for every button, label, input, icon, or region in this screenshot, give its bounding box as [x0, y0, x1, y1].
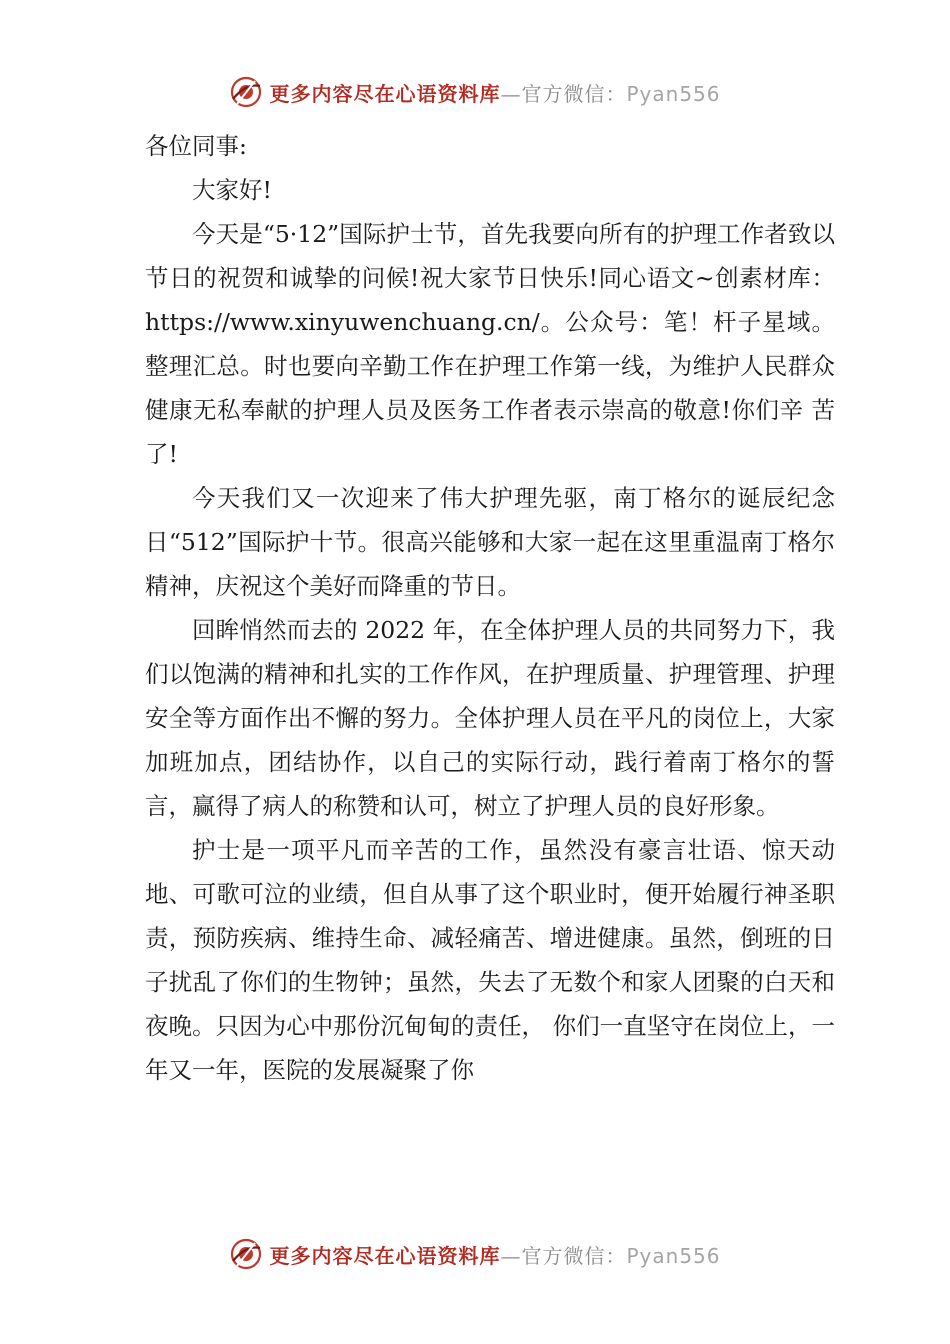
- watermark-text: [269, 78, 720, 107]
- footer-watermark: [0, 1234, 950, 1274]
- header-watermark: [0, 72, 950, 112]
- watermark-label: 官方微信：: [521, 81, 627, 106]
- watermark-label: 官方微信：: [521, 1243, 627, 1268]
- watermark-wechat-id: Pyan556: [626, 1243, 721, 1268]
- watermark-text: [269, 1240, 720, 1269]
- paragraph: 今天我们又一次迎来了伟大护理先驱，南丁格尔的诞辰纪念日“512”国际护十节。很高兴能够和大家一起在这里重温南丁格尔精神，庆祝这个美好而降重的节日。: [145, 484, 835, 600]
- watermark-dash: —: [500, 81, 522, 106]
- watermark-main: 更多内容尽在心语资料库: [269, 1243, 501, 1268]
- watermark-wechat-id: Pyan556: [626, 81, 721, 106]
- paragraph: 今天是“5·12”国际护士节，首先我要向所有的护理工作者致以节日的祝贺和诚挚的问候!祝大家节日快乐!同心语文~创素材库：https://www.xinyuwenchuang.cn/。公众号：笔！杆子星域。整理汇总。时也要向辛勤工作在护理工作第一线，为维护人民群众健康无私奉献的护理人员及医务工作者表示崇高的敬意!你们辛 苦了!: [145, 220, 835, 468]
- paragraph: 大家好!: [192, 176, 272, 204]
- library-logo-icon: [229, 75, 263, 109]
- library-logo-icon: [229, 1237, 263, 1271]
- watermark-dash: —: [500, 1243, 522, 1268]
- watermark-main: 更多内容尽在心语资料库: [269, 81, 501, 106]
- paragraph: 护士是一项平凡而辛苦的工作，虽然没有豪言壮语、惊天动地、可歌可泣的业绩，但自从事了这个职业时，便开始履行神圣职责，预防疾病、维持生命、减轻痛苦、增进健康。虽然，倒班的日子扰乱了你们的生物钟；虽然，失去了无数个和家人团聚的白天和夜晚。只因为心中那份沉甸甸的责任， 你们一直坚守在岗位上，一年又一年，医院的发展凝聚了你: [145, 836, 835, 1084]
- document-body: [145, 124, 835, 1092]
- paragraph: 回眸悄然而去的 2022 年，在全体护理人员的共同努力下，我们以饱满的精神和扎实的工作作风，在护理质量、护理管理、护理安全等方面作出不懈的努力。全体护理人员在平凡的岗位上，大家加班加点，团结协作，以自己的实际行动，践行着南丁格尔的誓言，赢得了病人的称赞和认可，树立了护理人员的良好形象。: [145, 616, 835, 820]
- salutation: 各位同事:: [145, 132, 247, 160]
